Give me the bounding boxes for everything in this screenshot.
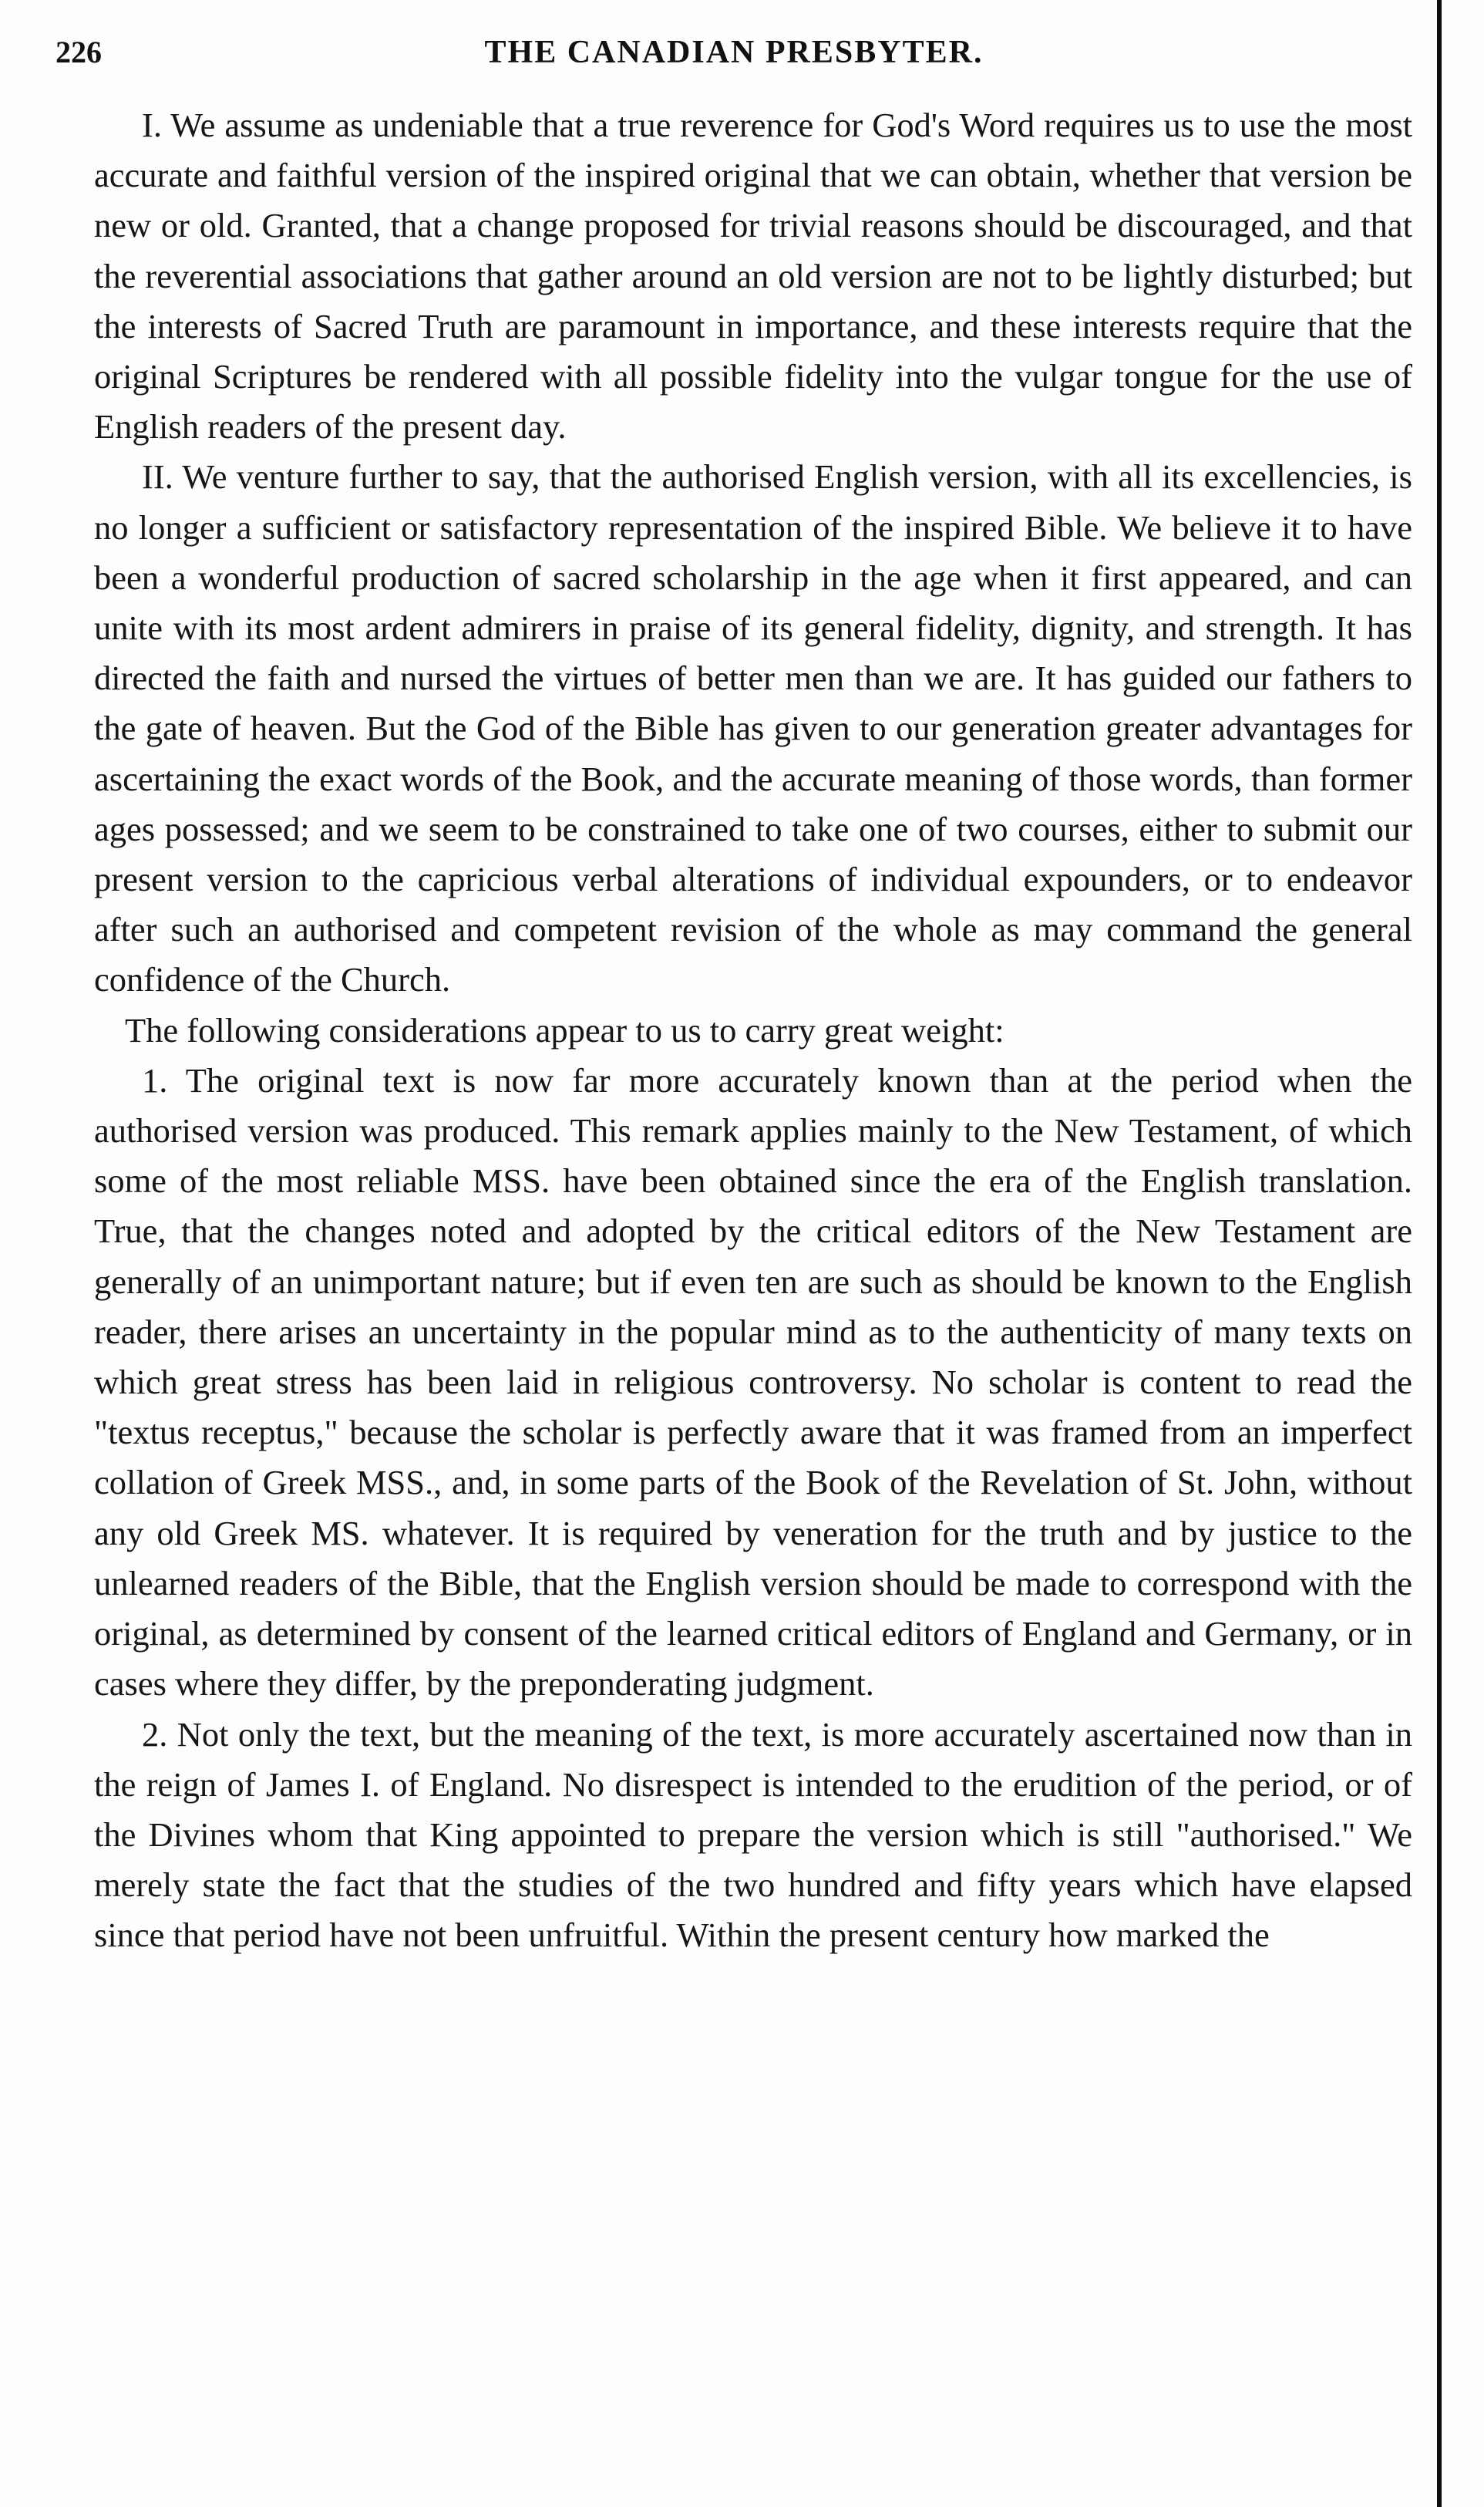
running-header [56,34,1412,88]
article-body [94,100,1412,1961]
page-number: 226 [56,35,102,69]
running-title: THE CANADIAN PRESBYTER. [484,35,984,70]
paragraph-point-one: I. We assume as undeniable that a true reverence for God's Word requires us to use the most accurate and faithful version of the inspired original that we can obtain, whether that version be new or old. Granted, that a change proposed for trivial reasons should be discouraged, and that the reverential associations that gather around an old version are not to be lightly disturbed; but the interests of Sacred Truth are paramount in importance, and these interests require that the original Scriptures be rendered with all possible fidelity into the vulgar tongue for the use of English readers of the present day. [94,106,1412,446]
paragraph-consideration-two: 2. Not only the text, but the meaning of the text, is more accurately ascertained now than in the reign of James I. of England. No disrespect is intended to the erudition of the period, or of the Divines whom that King appointed to prepare the version which is still "authorised." We merely state the fact that the studies of the two hundred and fifty years which have elapsed since that period have not been unfruitful. Within the present century how marked the [94,1714,1412,1955]
paragraph-consideration-one: 1. The original text is now far more accurately known than at the period when the authorised version was produced. This remark applies mainly to the New Testament, of which some of the most reliable MSS. have been obtained since the era of the English translation. True, that the changes noted and adopted by the critical editors of the New Testament are generally of an unimportant nature; but if even ten are such as should be known to the English reader, there arises an uncertainty in the popular mind as to the authenticity of many texts on which great stress has been laid in religious controversy. No scholar is content to read the "textus receptus," because the scholar is perfectly aware that it was framed from an imperfect collation of Greek MSS., and, in some parts of the Book of the Revelation of St. John, without any old Greek MS. whatever. It is required by veneration for the truth and by justice to the unlearned readers of the Bible, that the English version should be made to correspond with the original, as determined by consent of the learned critical editors of England and Germany, or in cases where they differ, by the preponderating judgment. [94,1060,1412,1703]
paragraph-considerations-intro: The following considerations appear to us to carry great weight: [125,1010,1004,1050]
paragraph-point-two: II. We venture further to say, that the authorised English version, with all its excellencies, is no longer a sufficient or satisfactory representation of the inspired Bible. We believe it to have been a wonderful production of sacred scholarship in the age when it first appeared, and can unite with its most ardent admirers in praise of its general fidelity, dignity, and strength. It has directed the faith and nursed the virtues of better men than we are. It has guided our fathers to the gate of heaven. But the God of the Bible has given to our generation greater advantages for ascertaining the exact words of the Book, and the accurate meaning of those words, than former ages possessed; and we seem to be constrained to take one of two courses, either to submit our present version to the capricious verbal alterations of individual expounders, or to endeavor after such an authorised and competent revision of the whole as may command the general confidence of the Church. [94,457,1412,999]
page-edge-rule [1437,0,1442,2507]
